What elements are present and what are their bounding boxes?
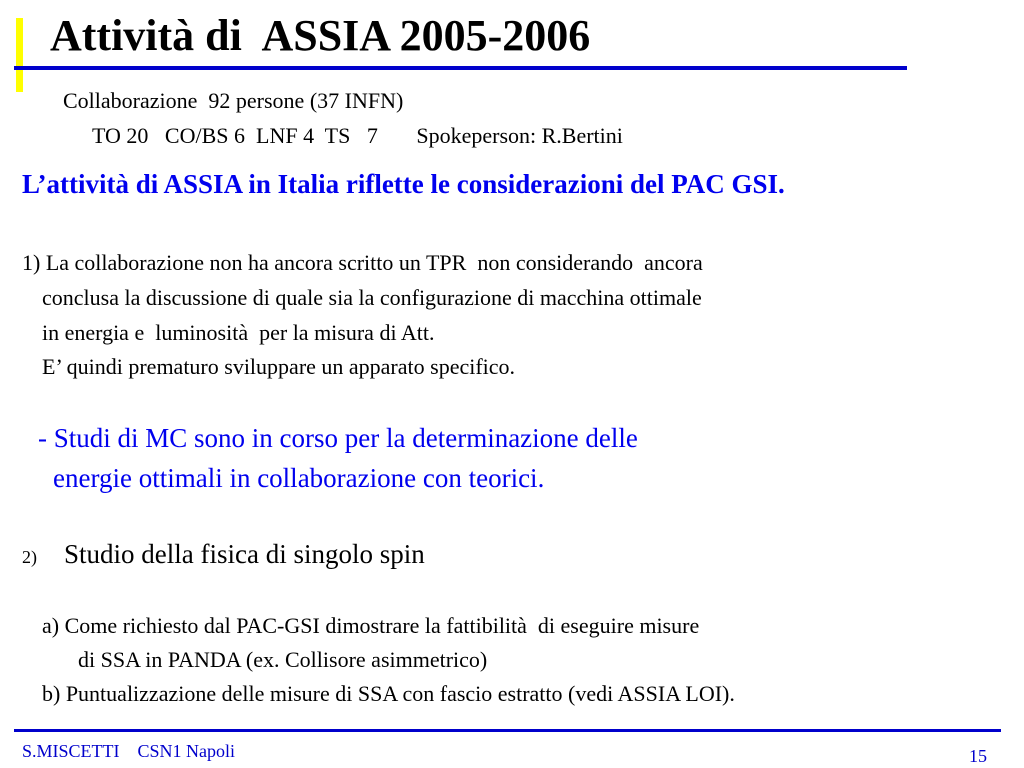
page-number: 15 (969, 746, 987, 766)
headline: L’attività di ASSIA in Italia riflette le considerazioni del PAC GSI. (22, 169, 785, 199)
item2-number: 2) (22, 547, 37, 567)
mc-study-line2: energie ottimali in collaborazione con teorici. (53, 463, 545, 493)
item1-line1: 1) La collaborazione non ha ancora scritto un TPR non considerando ancora (22, 250, 703, 275)
sub-item-a-line2: di SSA in PANDA (ex. Collisore asimmetrico) (78, 647, 488, 672)
collaboration-info: Collaborazione 92 persone (37 INFN) (63, 88, 404, 113)
title-underline (14, 66, 907, 70)
sub-item-b-line1: b) Puntualizzazione delle misure di SSA con fascio estratto (vedi ASSIA LOI). (42, 681, 735, 706)
accent-bar (16, 18, 23, 92)
item2-text: Studio della fisica di singolo spin (64, 539, 425, 569)
item1-line4: E’ quindi prematuro sviluppare un apparato specifico. (42, 354, 516, 379)
item1-line2: conclusa la discussione di quale sia la configurazione di macchina ottimale (42, 285, 702, 310)
footer-rule (14, 729, 1001, 732)
item1-line3: in energia e luminosità per la misura di Att. (42, 320, 435, 345)
sites-info: TO 20 CO/BS 6 LNF 4 TS 7 Spokeperson: R.Bertini (92, 123, 623, 148)
footer-author: S.MISCETTI CSN1 Napoli (22, 741, 236, 761)
mc-study-line1: - Studi di MC sono in corso per la determinazione delle (38, 423, 638, 453)
slide-title: Attività di ASSIA 2005-2006 (50, 11, 591, 60)
sub-item-a-line1: a) Come richiesto dal PAC-GSI dimostrare la fattibilità di eseguire misure (42, 613, 700, 638)
